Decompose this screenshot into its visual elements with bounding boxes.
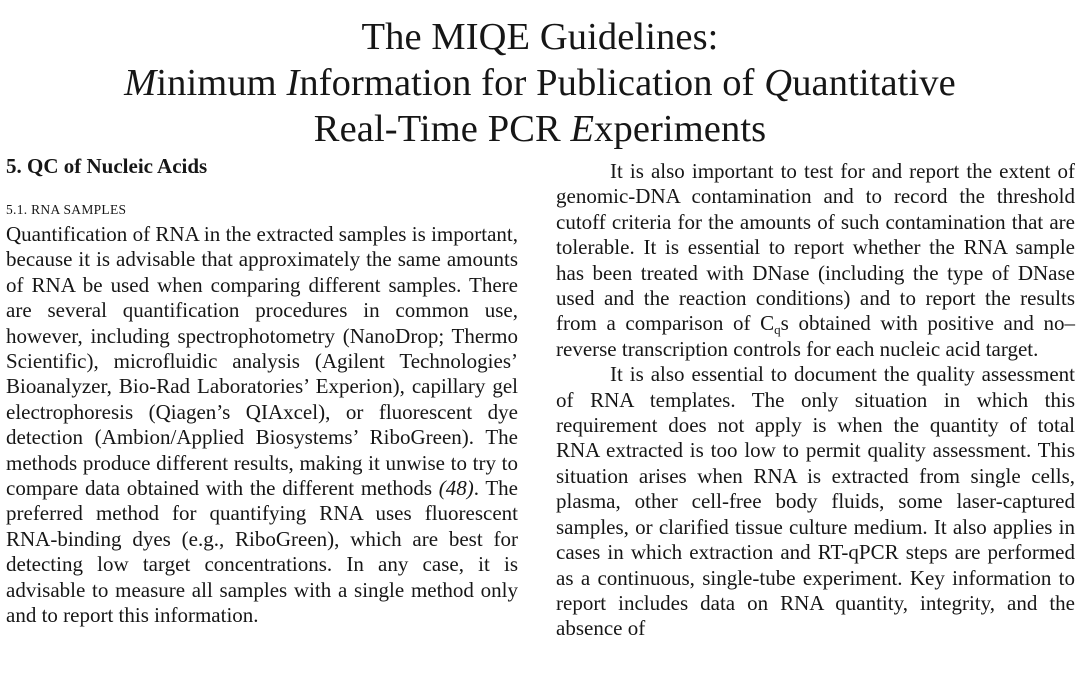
subsection-heading: 5.1. RNA SAMPLES <box>6 202 127 217</box>
italic-text: E <box>570 108 595 150</box>
body-paragraph-rna-quantification <box>6 222 518 629</box>
title-line-1: The MIQE Guidelines: <box>361 16 719 58</box>
title-line-2 <box>0 60 1080 106</box>
body-paragraph-quality-assessment <box>556 362 1075 641</box>
body-paragraph-dna-contamination <box>556 159 1075 362</box>
text-run: s obtained with positive and no–reverse transcription controls for each nucleic acid target. <box>556 311 1075 361</box>
text-run: It is also essential to document the quality assessment of RNA templates. The only situation in which this requirement does not apply is when the quantity of total RNA extracted is too low to permit quality assessment. This situation arises when RNA is extracted from single cells, plasma, other cell-free body fluids, some laser-captured samples, or clarified tissue culture medium. It also applies in cases in which extraction and RT-qPCR steps are performed as a continuous, single-tube experiment. Key information to report includes data on RNA quantity, integrity, and the absence of <box>556 362 1075 641</box>
article-title <box>0 14 1080 152</box>
left-column <box>6 152 518 629</box>
italic-text: I <box>286 62 300 104</box>
text-run: uantitative <box>792 62 956 104</box>
italic-text: (48) <box>438 476 474 501</box>
title-line-3 <box>0 106 1080 152</box>
text-run: It is also important to test for and report the extent of genomic-DNA contamination and to record the threshold cutoff criteria for the amounts of such contamination that are tolerable. It is essential to report whether the RNA sample has been treated with DNase (including the type of DNase used and the reaction conditions) and to report the results from a comparison of C <box>556 159 1075 336</box>
text-run: xperiments <box>594 108 767 150</box>
text-run: inimum <box>156 62 287 104</box>
text-run: . The preferred method for quantifying RNA uses fluorescent RNA-binding dyes (e.g., RiboGreen), which are best for detecting low target concentrations. In any case, it is advisable to measure all samples with a single method only and to report this information. <box>6 476 518 628</box>
text-run: Real-Time PCR <box>313 108 571 150</box>
italic-text: M <box>124 62 157 104</box>
text-run: nformation for Publication of <box>299 62 765 104</box>
right-column <box>556 159 1075 642</box>
text-run: Quantification of RNA in the extracted samples is important, because it is advisable that approximately the same amounts of RNA be used when comparing different samples. There are several quantification procedures in common use, however, including spectrophotometry (NanoDrop; Thermo Scientific), microfluidic analysis (Agilent Technologies’ Bioanalyzer, Bio-Rad Laboratories’ Experion), capillary gel electrophoresis (Qiagen’s QIAxcel), or fluorescent dye detection (Ambion/Applied Biosystems’ RiboGreen). The methods produce different results, making it unwise to try to compare data obtained with the different methods <box>6 222 518 501</box>
section-heading: 5. QC of Nucleic Acids <box>6 154 208 178</box>
italic-text: Q <box>764 62 793 104</box>
subscript-text: q <box>774 322 781 338</box>
